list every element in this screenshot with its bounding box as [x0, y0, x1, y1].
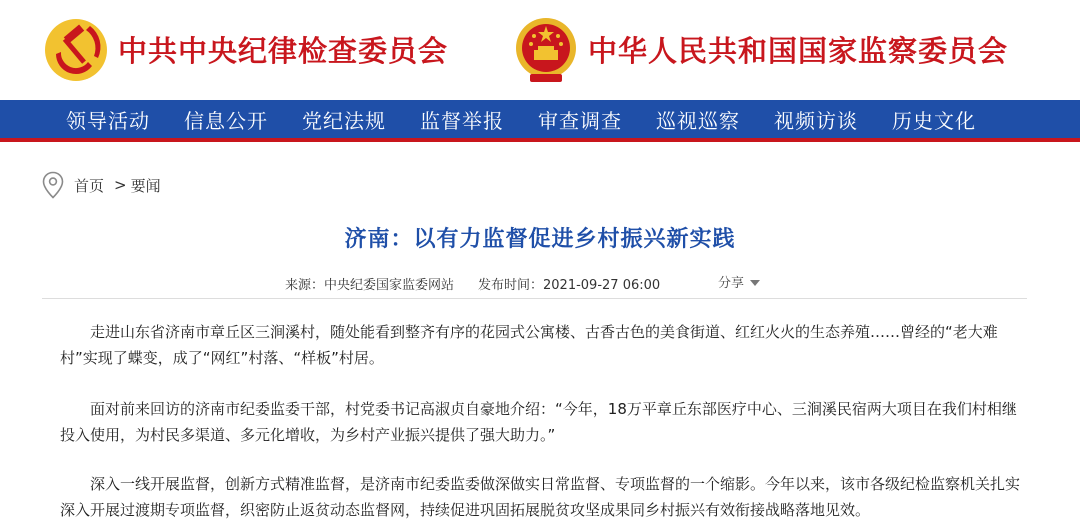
ccdi-name: 中共中央纪律检查委员会	[118, 33, 449, 68]
article-time	[478, 274, 660, 293]
national-emblem-icon	[512, 14, 580, 84]
nav-item-report[interactable]: 监督举报	[420, 108, 504, 133]
nsc-logo-link[interactable]	[512, 10, 1008, 88]
nav-item-video[interactable]: 视频访谈	[774, 108, 858, 133]
article-paragraph: 深入一线开展监督，创新方式精准监督，是济南市纪委监委做深做实日常监督、专项监督的一个缩影。今年以来，该市各级纪检监察机关扎实深入开展过渡期专项监督，织密防止返贫动态监督网，持续促进巩固拓展脱贫攻坚成果同乡村振兴有效衔接战略落地见效。	[60, 475, 1021, 519]
source-label: 来源：	[285, 278, 325, 293]
source-value: 中央纪委国家监委网站	[324, 278, 455, 293]
location-pin-icon	[42, 171, 64, 199]
site-header	[0, 0, 1080, 100]
main-nav	[0, 100, 1080, 142]
article-meta	[0, 272, 1080, 292]
time-label: 发布时间：	[478, 278, 544, 293]
nav-item-leadership[interactable]: 领导活动	[66, 108, 150, 133]
article-source	[285, 274, 454, 293]
nav-item-info-disclosure[interactable]: 信息公开	[184, 108, 268, 133]
share-label: 分享	[718, 276, 745, 291]
breadcrumb-separator: >	[114, 176, 127, 194]
ccdi-logo-link[interactable]	[42, 10, 448, 88]
party-emblem-icon	[42, 14, 110, 84]
time-value: 2021-09-27 06:00	[543, 278, 661, 293]
meta-divider	[42, 298, 1027, 299]
breadcrumb	[42, 170, 161, 200]
nav-item-investigation[interactable]: 审查调查	[538, 108, 622, 133]
nav-item-regulations[interactable]: 党纪法规	[302, 108, 386, 133]
nav-item-history[interactable]: 历史文化	[892, 108, 976, 133]
nav-item-inspection[interactable]: 巡视巡察	[656, 108, 740, 133]
chevron-down-icon	[750, 280, 760, 286]
breadcrumb-current[interactable]: 要闻	[130, 176, 161, 195]
article-paragraph: 走进山东省济南市章丘区三涧溪村，随处能看到整齐有序的花园式公寓楼、古香古色的美食街道、红红火火的生态养殖……曾经的“老大难村”实现了蝶变，成了“网红”村落、“样板”村居。	[60, 323, 998, 367]
share-button[interactable]	[718, 272, 760, 291]
breadcrumb-home[interactable]: 首页	[74, 176, 105, 195]
nsc-name: 中华人民共和国国家监察委员会	[588, 33, 1009, 68]
article-paragraph: 面对前来回访的济南市纪委监委干部，村党委书记高淑贞自豪地介绍：“今年，18万平章丘东部医疗中心、三涧溪民宿两大项目在我们村相继投入使用，为村民多渠道、多元化增收，为乡村产业振兴提供了强大助力。”	[60, 400, 1017, 444]
article-title: 济南：以有力监督促进乡村振兴新实践	[344, 227, 736, 252]
